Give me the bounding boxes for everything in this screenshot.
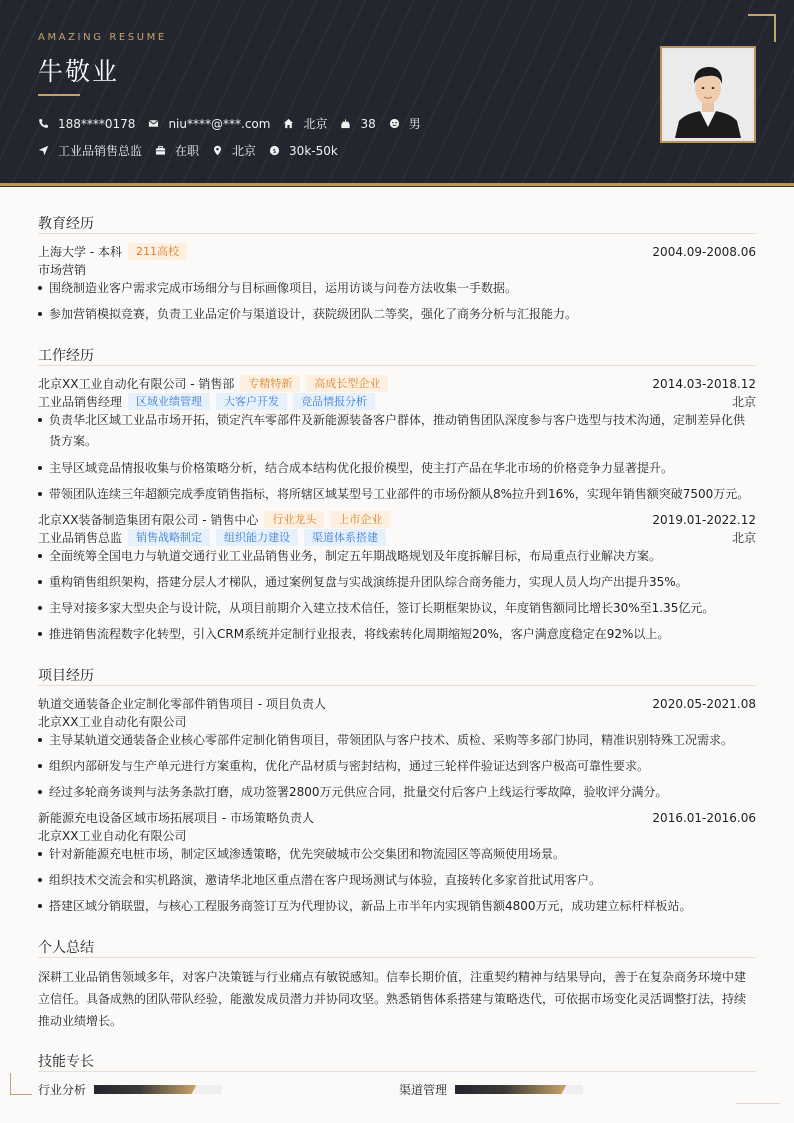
work-city: 北京 xyxy=(731,531,756,545)
send-icon xyxy=(38,145,49,156)
company-name: 北京XX装备制造集团有限公司 - 销售中心 xyxy=(38,513,259,527)
work-entry-header xyxy=(38,375,756,392)
education-section-title: 教育经历 xyxy=(38,216,94,232)
summary-section-title: 个人总结 xyxy=(38,940,94,956)
work-role-row xyxy=(38,393,756,410)
project-bullet: 针对新能源充电桩市场，制定区域渗透策略，优先突破城市公交集团和物流园区等高频使用场景。 xyxy=(38,844,756,865)
work-role-row xyxy=(38,529,756,546)
education-major-row xyxy=(38,261,756,278)
project-bullet: 搭建区域分销联盟，与核心工程服务商签订互为代理协议，新品上市半年内实现销售额4800万元，成功建立标杆样板站。 xyxy=(38,896,756,917)
position-text: 工业品销售总监 xyxy=(58,144,143,158)
home-icon xyxy=(283,118,294,129)
mail-icon xyxy=(148,118,159,129)
resume-tagline: AMAZING RESUME xyxy=(38,32,167,43)
project-name: 轨道交通装备企业定制化零部件销售项目 - 项目负责人 xyxy=(38,697,326,711)
work-bullet: 主导对接多家大型央企与设计院，从项目前期介入建立技术信任，签订长期框架协议，年度销售额同比增长30%至1.35亿元。 xyxy=(38,598,756,619)
education-major: 市场营销 xyxy=(38,263,87,277)
salary-info xyxy=(269,144,338,158)
header-divider-shadow xyxy=(0,186,794,187)
project-org-row xyxy=(38,827,756,844)
summary-line: 推动业绩增长。 xyxy=(38,1014,123,1028)
project-org: 北京XX工业自动化有限公司 xyxy=(38,829,187,843)
profile-photo xyxy=(660,46,756,143)
location-pin-icon xyxy=(212,145,223,156)
phone-icon xyxy=(38,118,49,129)
salary-text: 30k-50k xyxy=(289,143,338,158)
company-tag: 高成长型企业 xyxy=(306,375,388,392)
email-text: niu****@***.com xyxy=(168,116,271,131)
education-bullet: 围绕制造业客户需求完成市场细分与目标画像项目，运用访谈与问卷方法收集一手数据。 xyxy=(38,278,756,299)
work-section-title: 工作经历 xyxy=(38,348,94,364)
hometown-info xyxy=(283,115,327,132)
role-tag: 区域业绩管理 xyxy=(128,393,210,410)
company-name: 北京XX工业自动化有限公司 - 销售部 xyxy=(38,377,235,391)
company-tag: 上市企业 xyxy=(330,511,390,528)
corner-ornament xyxy=(748,14,776,42)
project-bullet: 组织内部研发与生产单元进行方案重构，优化产品材质与密封结构，通过三轮样件验证达到客户极高可靠性要求。 xyxy=(38,756,756,777)
role-tag: 竞品情报分析 xyxy=(293,393,375,410)
skill-name: 渠道管理 xyxy=(399,1083,448,1097)
role-tag: 组织能力建设 xyxy=(216,529,298,546)
summary-line: 立信任。具备成熟的团队带队经验，能激发成员潜力并协同攻坚。熟悉销售体系搭建与策略迭代，可依据市场变化灵活调整打法，持续 xyxy=(38,992,747,1006)
work-city: 北京 xyxy=(731,395,756,409)
skills-section-title: 技能专长 xyxy=(38,1054,94,1070)
company-tag: 专精特新 xyxy=(240,375,300,392)
section-divider xyxy=(38,365,756,366)
project-entry-header xyxy=(38,809,756,826)
role-tag: 大客户开发 xyxy=(216,393,287,410)
corner-ornament xyxy=(10,1073,32,1095)
project-period: 2016.01-2016.06 xyxy=(652,810,756,825)
position-info xyxy=(38,142,142,159)
project-org: 北京XX工业自动化有限公司 xyxy=(38,715,187,729)
work-period: 2019.01-2022.12 xyxy=(652,512,756,527)
svg-text:$: $ xyxy=(272,146,277,155)
gender-text: 男 xyxy=(408,117,421,131)
work-bullet: 负责华北区域工业品市场开拓，锁定汽车零部件及新能源装备客户群体，推动销售团队深度参与客户选型与技术沟通，定制差异化供货方案。 xyxy=(38,410,756,452)
skill-bar xyxy=(455,1085,583,1094)
cake-icon xyxy=(340,118,351,129)
work-bullet: 主导区域竞品情报收集与价格策略分析，结合成本结构优化报价模型，使主打产品在华北市场的价格竞争力显著提升。 xyxy=(38,458,756,479)
work-bullet: 推进销售流程数字化转型，引入CRM系统并定制行业报表，将线索转化周期缩短20%，客户满意度稳定在92%以上。 xyxy=(38,624,756,645)
project-entry-header xyxy=(38,695,756,712)
work-period: 2014.03-2018.12 xyxy=(652,376,756,391)
school-name: 上海大学 - 本科 xyxy=(38,245,122,259)
job-role: 工业品销售经理 xyxy=(38,395,123,409)
section-divider xyxy=(38,957,756,958)
gender-icon xyxy=(389,118,400,129)
skill-item xyxy=(38,1081,222,1098)
status-text: 在职 xyxy=(175,144,200,158)
school-tag: 211高校 xyxy=(128,243,187,260)
resume-header xyxy=(0,0,794,183)
project-org-row xyxy=(38,713,756,730)
avatar xyxy=(665,51,751,138)
section-divider xyxy=(38,685,756,686)
money-icon xyxy=(269,145,280,156)
gender-info xyxy=(389,115,421,132)
project-bullet: 主导某轨道交通装备企业核心零部件定制化销售项目，带领团队与客户技术、质检、采购等多部门协同，精准识别特殊工况需求。 xyxy=(38,730,756,751)
work-bullet: 重构销售组织架构，搭建分层人才梯队，通过案例复盘与实战演练提升团队综合商务能力，实现人员人均产出提升35%。 xyxy=(38,572,756,593)
work-bullet: 全面统筹全国电力与轨道交通行业工业品销售业务，制定五年期战略规划及年度拆解目标，布局重点行业解决方案。 xyxy=(38,546,756,567)
skill-name: 行业分析 xyxy=(38,1083,87,1097)
briefcase-icon xyxy=(155,145,166,156)
city-text: 北京 xyxy=(232,144,257,158)
age-info xyxy=(340,117,375,131)
hometown-text: 北京 xyxy=(303,117,328,131)
contact-row xyxy=(38,115,434,132)
project-bullet: 经过多轮商务谈判与法务条款打磨，成功签署2800万元供应合同，批量交付后客户上线运行零故障，验收评分满分。 xyxy=(38,782,756,803)
candidate-name: 牛敬业 xyxy=(38,57,120,86)
company-tag: 行业龙头 xyxy=(264,511,324,528)
section-divider xyxy=(38,233,756,234)
work-bullet: 带领团队连续三年超额完成季度销售指标，将所辖区域某型号工业部件的市场份额从8%拉升到16%，实现年销售额突破7500万元。 xyxy=(38,484,756,505)
role-tag: 销售战略制定 xyxy=(128,529,210,546)
job-intent-row xyxy=(38,142,351,159)
education-bullet: 参加营销模拟竞赛，负责工业品定价与渠道设计，获院级团队二等奖，强化了商务分析与汇报能力。 xyxy=(38,304,756,325)
phone-info xyxy=(38,117,135,131)
summary-text xyxy=(38,966,756,1032)
work-entry-header xyxy=(38,511,756,528)
skill-bar xyxy=(94,1085,222,1094)
email-info xyxy=(148,117,270,131)
skill-bar-fill xyxy=(455,1085,566,1094)
project-bullet: 组织技术交流会和实机路演，邀请华北地区重点潜在客户现场测试与体验，直接转化多家首批试用客户。 xyxy=(38,870,756,891)
project-period: 2020.05-2021.08 xyxy=(652,696,756,711)
skill-item xyxy=(399,1081,583,1098)
project-name: 新能源充电设备区域市场拓展项目 - 市场策略负责人 xyxy=(38,811,314,825)
phone-text: 188****0178 xyxy=(58,116,136,131)
corner-ornament xyxy=(736,1103,780,1104)
summary-line: 深耕工业品销售领域多年，对客户决策链与行业痛点有敏锐感知。信奉长期价值，注重契约精神与结果导向，善于在复杂商务环境中建 xyxy=(38,970,747,984)
section-divider xyxy=(38,1071,756,1072)
education-period: 2004.09-2008.06 xyxy=(652,244,756,259)
role-tag: 渠道体系搭建 xyxy=(304,529,386,546)
skill-bar-fill xyxy=(94,1085,196,1094)
name-underline xyxy=(38,94,80,96)
city-info xyxy=(212,142,256,159)
job-role: 工业品销售总监 xyxy=(38,531,123,545)
education-entry-header xyxy=(38,243,756,260)
age-text: 38 xyxy=(360,116,376,131)
projects-section-title: 项目经历 xyxy=(38,668,94,684)
status-info xyxy=(155,142,199,159)
